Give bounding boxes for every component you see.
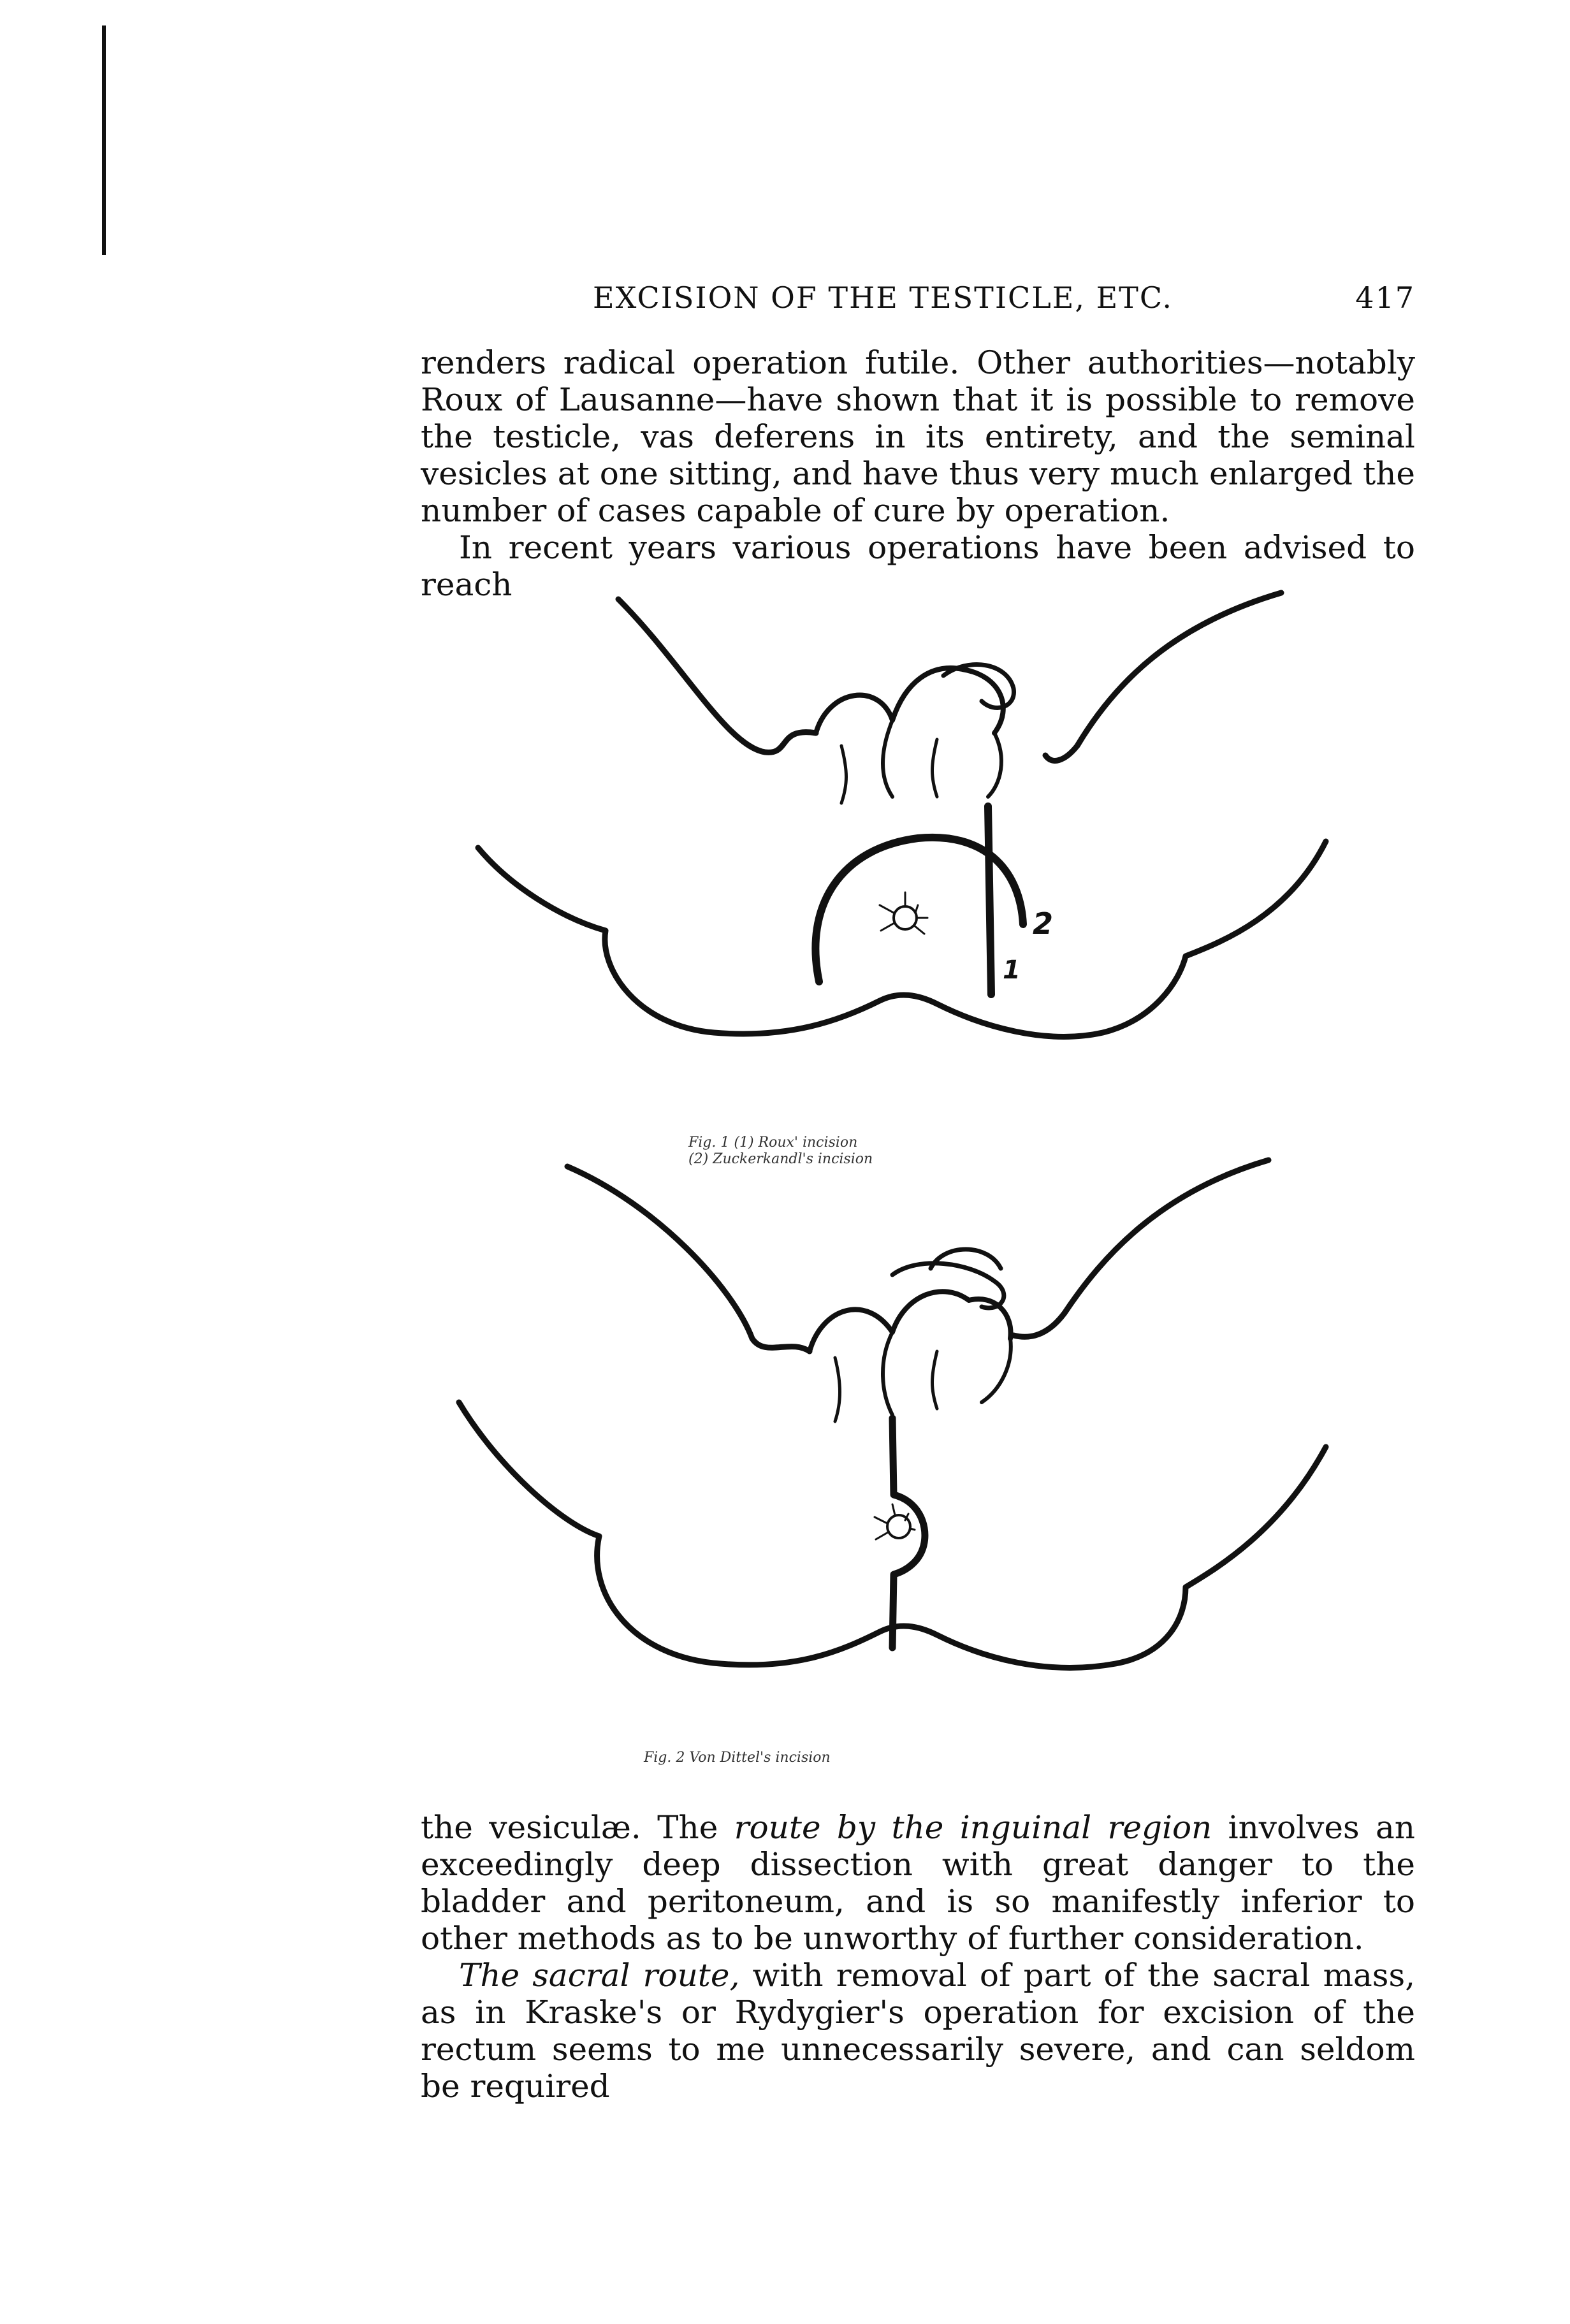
paragraph	[421, 1809, 1415, 1957]
paragraph	[421, 1957, 1415, 2105]
running-head-title: EXCISION OF THE TESTICLE, ETC.	[593, 280, 1174, 315]
scan-edge-mark	[102, 25, 106, 255]
text-block-bottom	[421, 1809, 1415, 2105]
figure-1-drawing	[433, 586, 1415, 1135]
italic-phrase: route by the inguinal region	[734, 1809, 1212, 1846]
figure-2-illustration	[433, 1147, 1415, 1785]
figure-1-illustration	[433, 586, 1415, 1135]
paragraph-text: with removal of part of the sacral mass, as in Kraske's or Rydygier's operation for excision of the rectum seems to me unnecessarily severe, and can seldom be required	[421, 1957, 1416, 2105]
figure-1-caption-line-1: Fig. 1 (1) Roux' incision	[688, 1135, 858, 1151]
paragraph-text: involves an exceedingly deep dissection with great danger to the bladder and peritoneum, and is so manifestly inferior to other methods as to be unworthy of further consideration.	[421, 1809, 1415, 1957]
figure-1-caption-line-2: (2) Zuckerkandl's incision	[688, 1151, 873, 1167]
figure-2-drawing	[433, 1147, 1415, 1785]
incision-label-1: 1	[1003, 955, 1021, 985]
running-head	[593, 280, 1415, 319]
italic-phrase: The sacral route,	[459, 1957, 740, 1994]
figure-2-caption: Fig. 2 Von Dittel's incision	[644, 1750, 831, 1766]
paragraph: renders radical operation futile. Other authorities—notably Roux of Lausanne—have shown that it is possible to remove the testicle, vas deferens in its entirety, and the seminal vesicles at one sitting, and have thus very much enlarged the number of cases capable of cure by operation.	[421, 344, 1415, 529]
incision-label-2: 2	[1033, 906, 1054, 941]
text-block-top	[421, 344, 1415, 603]
paragraph-text: the vesiculæ. The	[421, 1809, 734, 1846]
page-number: 417	[1355, 280, 1415, 315]
paragraph: In recent years various operations have been advised to reach	[421, 529, 1415, 603]
